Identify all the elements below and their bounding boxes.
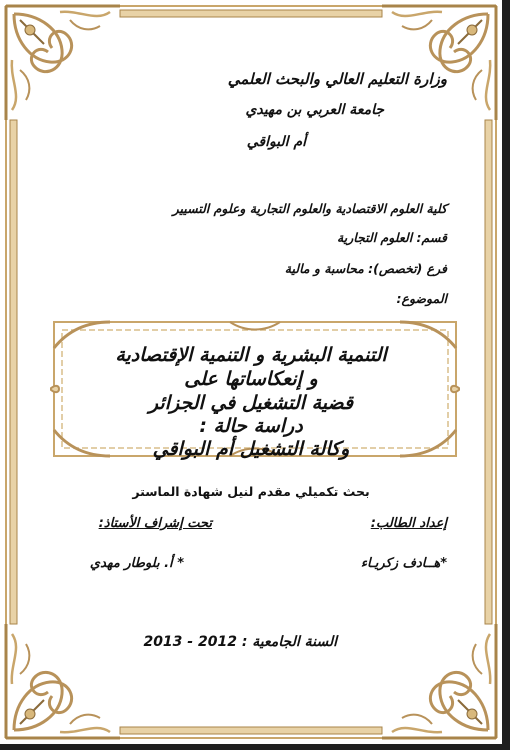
thesis-title-line-2: و إنعكاساتها على [184,368,318,390]
department-name: قسم: العلوم التجارية [337,230,447,245]
thesis-title-line-1: التنمية البشرية و التنمية الإقتصادية [115,344,387,366]
ministry-name: وزارة التعليم العالي والبحث العلمي [227,70,447,88]
thesis-title-line-5: وكالة التشغيل أم البواقي [152,438,350,460]
thesis-note: بحث تكميلي مقدم لنيل شهادة الماستر [132,484,370,499]
supervisor-name: * أ. بلوطار مهدي [89,556,184,571]
faculty-name: كلية العلوم الاقتصادية والعلوم التجارية وعلوم التسيير [172,201,447,216]
subject-label: الموضوع: [396,291,447,306]
thesis-title-line-4: دراسة حالة : [199,415,303,437]
university-name: جامعة العربي بن مهيدي [245,102,384,118]
thesis-title-line-3: قضية التشغيل في الجزائر [148,392,354,414]
branch-name: فرع (تخصص): محاسبة و مالية [284,261,447,276]
city-name: أم البواقي [246,134,306,150]
student-name: *هــادف زكريـاء [360,556,447,571]
student-label: إعداد الطالب: [370,516,447,531]
supervisor-label: تحت إشراف الأستاذ: [98,516,212,531]
academic-year: السنة الجامعية : 2012 - 2013 [143,634,337,650]
